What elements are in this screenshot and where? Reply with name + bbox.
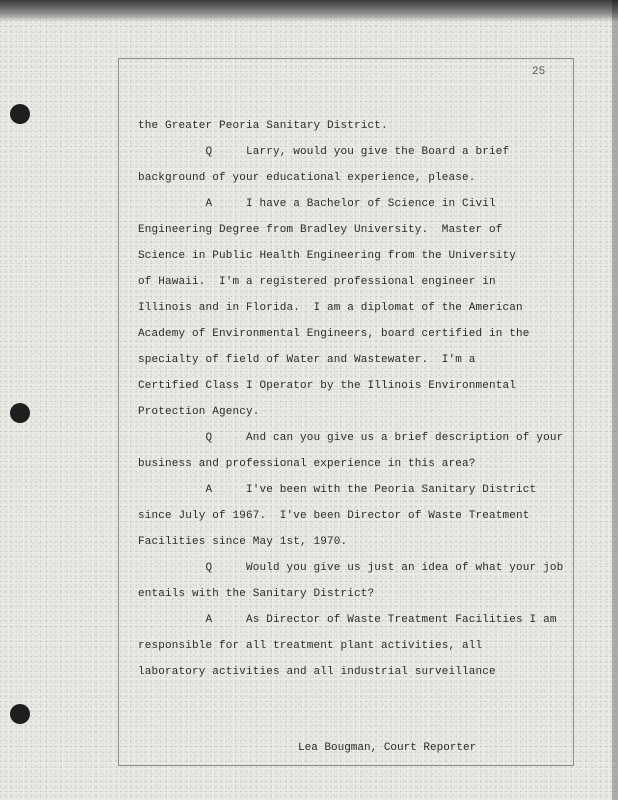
transcript-line: the Greater Peoria Sanitary District.	[138, 120, 388, 132]
transcript-line: background of your educational experience, please.	[138, 172, 476, 184]
transcript-line: A I've been with the Peoria Sanitary District	[138, 484, 537, 496]
scan-right-edge	[612, 0, 618, 800]
transcript-line: Certified Class I Operator by the Illinois Environmental	[138, 380, 517, 392]
court-reporter-footer: Lea Bougman, Court Reporter	[298, 742, 477, 754]
transcript-line: Engineering Degree from Bradley University. Master of	[138, 224, 503, 236]
transcript-line: Q Larry, would you give the Board a brief	[138, 146, 510, 158]
transcript-line: Protection Agency.	[138, 406, 260, 418]
transcript-line: since July of 1967. I've been Director of Waste Treatment	[138, 510, 530, 522]
binder-hole	[10, 104, 30, 124]
transcript-line: Q And can you give us a brief description of your	[138, 432, 564, 444]
transcript-line: of Hawaii. I'm a registered professional engineer in	[138, 276, 496, 288]
transcript-line: A As Director of Waste Treatment Facilities I am	[138, 614, 557, 626]
transcript-line: entails with the Sanitary District?	[138, 588, 375, 600]
transcript-line: specialty of field of Water and Wastewater. I'm a	[138, 354, 476, 366]
binder-hole	[10, 704, 30, 724]
transcript-line: responsible for all treatment plant activities, all	[138, 640, 483, 652]
transcript-line: laboratory activities and all industrial surveillance	[138, 666, 496, 678]
transcript-line: A I have a Bachelor of Science in Civil	[138, 198, 496, 210]
transcript-line: Science in Public Health Engineering from the University	[138, 250, 517, 262]
binder-hole	[10, 403, 30, 423]
scan-top-edge	[0, 0, 618, 22]
transcript-line: Facilities since May 1st, 1970.	[138, 536, 348, 548]
transcript-line: Q Would you give us just an idea of what your job	[138, 562, 564, 574]
transcript-line: business and professional experience in this area?	[138, 458, 476, 470]
transcript-line: Academy of Environmental Engineers, board certified in the	[138, 328, 530, 340]
page-number: 25	[532, 66, 546, 78]
transcript-line: Illinois and in Florida. I am a diplomat of the American	[138, 302, 523, 314]
